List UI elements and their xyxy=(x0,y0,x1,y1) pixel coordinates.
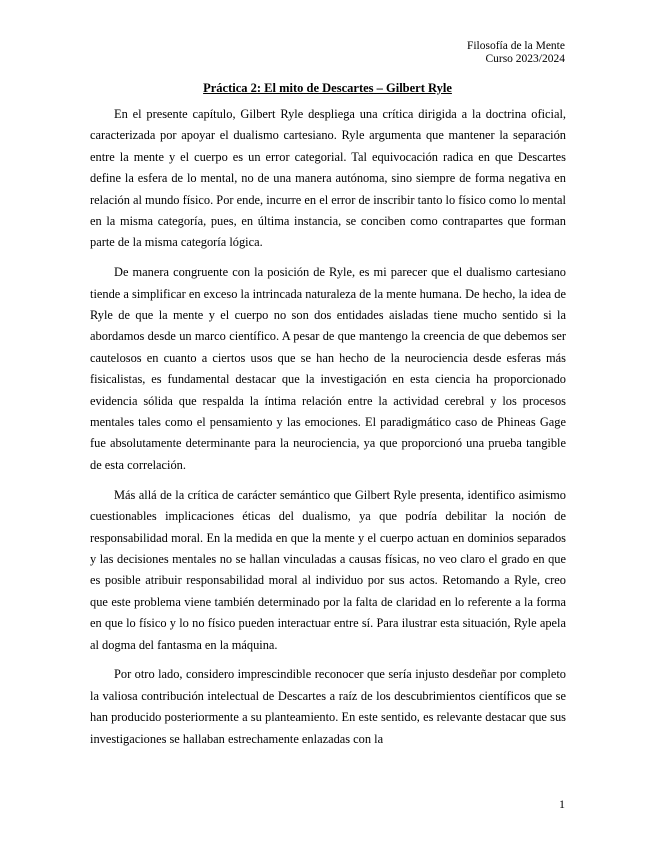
paragraph-1: En el presente capítulo, Gilbert Ryle despliega una crítica dirigida a la doctrina oficial, caracterizada por apoyar el dualismo cartesiano. Ryle argumenta que mantener la separación entre la mente y el cuerpo es un error categorial. Tal equivocación radica en que Descartes define la esfera de lo mental, no de una manera autónoma, sino siempre de forma negativa en relación al mundo físico. Por ende, incurre en el error de inscribir tanto lo físico como lo mental en la misma categoría, pues, en última instancia, se conciben como contrapartes que forman parte de la misma categoría lógica. xyxy=(90,107,566,250)
page-number: 1 xyxy=(559,797,565,811)
paragraph-4: Por otro lado, considero imprescindible reconocer que sería injusto desdeñar por completo la valiosa contribución intelectual de Descartes a raíz de los descubrimientos científicos que se han producido posteriormente a su planteamiento. En este sentido, es relevante destacar que sus investigaciones se hallaban estrechamente enlazadas con la xyxy=(90,667,566,746)
header-year: Curso 2023/2024 xyxy=(485,53,565,65)
header-course: Filosofía de la Mente xyxy=(466,40,565,52)
document-body xyxy=(90,104,566,758)
paragraph-3: Más allá de la crítica de carácter semántico que Gilbert Ryle presenta, identifico asimismo cuestionables implicaciones éticas del dualismo, ya que podría debilitar la noción de responsabilidad moral. En la medida en que la mente y el cuerpo actuan en dominios separados y las decisiones mentales no se hallan vinculadas a causas físicas, no veo claro el grado en que es posible atribuir responsabilidad moral al individuo por sus actos. Retomando a Ryle, creo que este problema viene también determinado por la falta de claridad en lo referente a la forma en que lo físico y lo no físico pueden interactuar entre sí. Para ilustrar esta situación, Ryle apela al dogma del fantasma en la máquina. xyxy=(90,487,566,652)
paragraph-2: De manera congruente con la posición de Ryle, es mi parecer que el dualismo cartesiano tiende a simplificar en exceso la intrincada naturaleza de la mente humana. De hecho, la idea de Ryle de que la mente y el cuerpo no son dos entidades aisladas tiene mucho sentido si la abordamos desde un marco científico. A pesar de que mantengo la creencia de que debemos ser cautelosos en cuanto a ciertos usos que se han hecho de la neurociencia desde esferas más fisicalistas, es fundamental destacar que la investigación en esta ciencia ha proporcionado evidencia sólida que respalda la íntima relación entre la actividad cerebral y los procesos mentales tales como el pensamiento y las emociones. El paradigmático caso de Phineas Gage fue absolutamente determinante para la neurociencia, ya que proporcionó una prueba tangible de esta correlación. xyxy=(90,265,566,472)
document-title: Práctica 2: El mito de Descartes – Gilbert Ryle xyxy=(203,81,452,95)
page-header xyxy=(467,40,565,66)
